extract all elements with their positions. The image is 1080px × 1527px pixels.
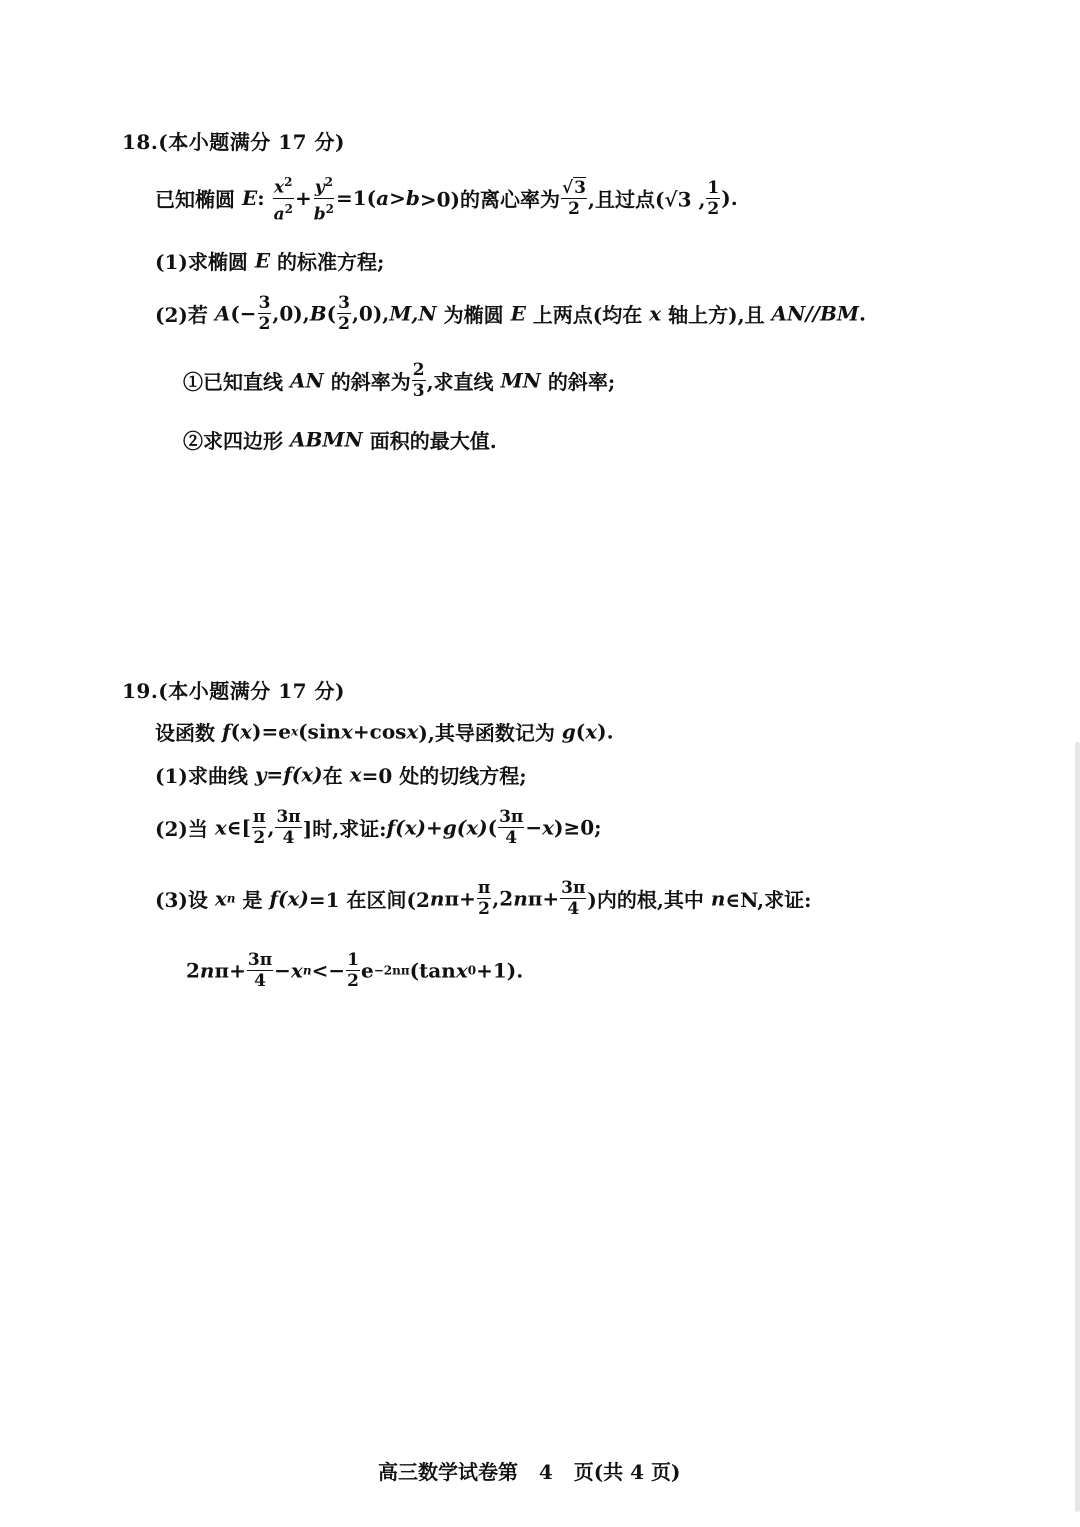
text: + xyxy=(294,186,312,211)
text: 已知椭圆 xyxy=(155,187,242,212)
fraction-1-2: $\frac{1}{2}$ xyxy=(347,950,359,991)
problem-18-subpart-2: ②求四边形 ABMN 面积的最大值. xyxy=(183,427,497,453)
fraction-3pi-4-b: $\frac{3\pi}{4}$ xyxy=(499,807,524,848)
problem-18-intro xyxy=(155,172,738,224)
fraction-eccentricity: $\frac{√3}{2}$ xyxy=(561,177,586,219)
fraction-slope: $\frac{2}{3}$ xyxy=(412,360,425,401)
page-footer: 高三数学试卷第 4 页(共 4 页) xyxy=(378,1460,681,1484)
text: >0)的离心率为 xyxy=(419,187,560,212)
problem-19-inequality: 2nπ+ $\frac{3\pi}{4}$ −xn<− $\frac{1}{2}$ e−2nπ(tanx0+1). xyxy=(186,950,524,991)
problem-18-part-2: (2)若 A(− $\frac{3}{2}$ ,0),B( $\frac{3}{2}$ ,0),M,N 为椭圆 E 上两点(均在 x 轴上方),且 AN//BM. xyxy=(155,293,866,334)
problem-18-header: 18.(本小题满分 17 分) xyxy=(122,130,345,154)
problem-18-part-1: (1)求椭圆 E 的标准方程; xyxy=(155,248,385,274)
scrollbar[interactable] xyxy=(1075,742,1080,1512)
text: : xyxy=(257,186,265,211)
text: > xyxy=(389,186,406,211)
text: ). xyxy=(721,186,738,211)
fraction-b-x: $\frac{3}{2}$ xyxy=(338,293,350,334)
problem-19-part-2: (2)当 x∈[ $\frac{\pi}{2}$ , $\frac{3\pi}{4}$ ]时,求证:f(x)+g(x)( $\frac{3\pi}{4}$ −x)≥0; xyxy=(155,807,602,848)
text: b xyxy=(405,186,420,211)
problem-19-header: 19.(本小题满分 17 分) xyxy=(122,679,345,703)
problem-19-part-3: (3)设 xn 是 f(x)=1 在区间(2nπ+ $\frac{\pi}{2}$ ,2nπ+ $\frac{3\pi}{4}$ )内的根,其中 n∈N,求证: xyxy=(155,878,812,919)
fraction-pi-2: $\frac{\pi}{2}$ xyxy=(253,807,266,848)
fraction-pi-2-b: $\frac{\pi}{2}$ xyxy=(477,878,491,919)
fraction-3pi-4-d: $\frac{3\pi}{4}$ xyxy=(247,950,273,991)
fraction-3pi-4: $\frac{3\pi}{4}$ xyxy=(276,807,301,848)
fraction-3pi-4-c: $\frac{3\pi}{4}$ xyxy=(561,878,586,919)
text: E xyxy=(241,186,258,211)
problem-19-intro: 设函数 f(x)=ex(sinx+cosx),其导函数记为 g(x). xyxy=(155,719,614,745)
fraction-point-y: $\frac{1}{2}$ xyxy=(707,177,720,219)
text: a xyxy=(376,186,390,211)
problem-18-subpart-1: ①已知直线 AN 的斜率为 $\frac{2}{3}$ ,求直线 MN 的斜率; xyxy=(183,360,616,401)
problem-19-part-1: (1)求曲线 y=f(x)在 x=0 处的切线方程; xyxy=(155,762,527,788)
text: ,且过点(√3 , xyxy=(588,187,706,212)
fraction-x2-a2: $\frac{x^2}{a^2}$ xyxy=(273,172,294,224)
fraction-y2-b2: $\frac{y^2}{b^2}$ xyxy=(313,172,335,224)
fraction-a-x: $\frac{3}{2}$ xyxy=(258,293,271,334)
text: =1( xyxy=(335,186,377,211)
